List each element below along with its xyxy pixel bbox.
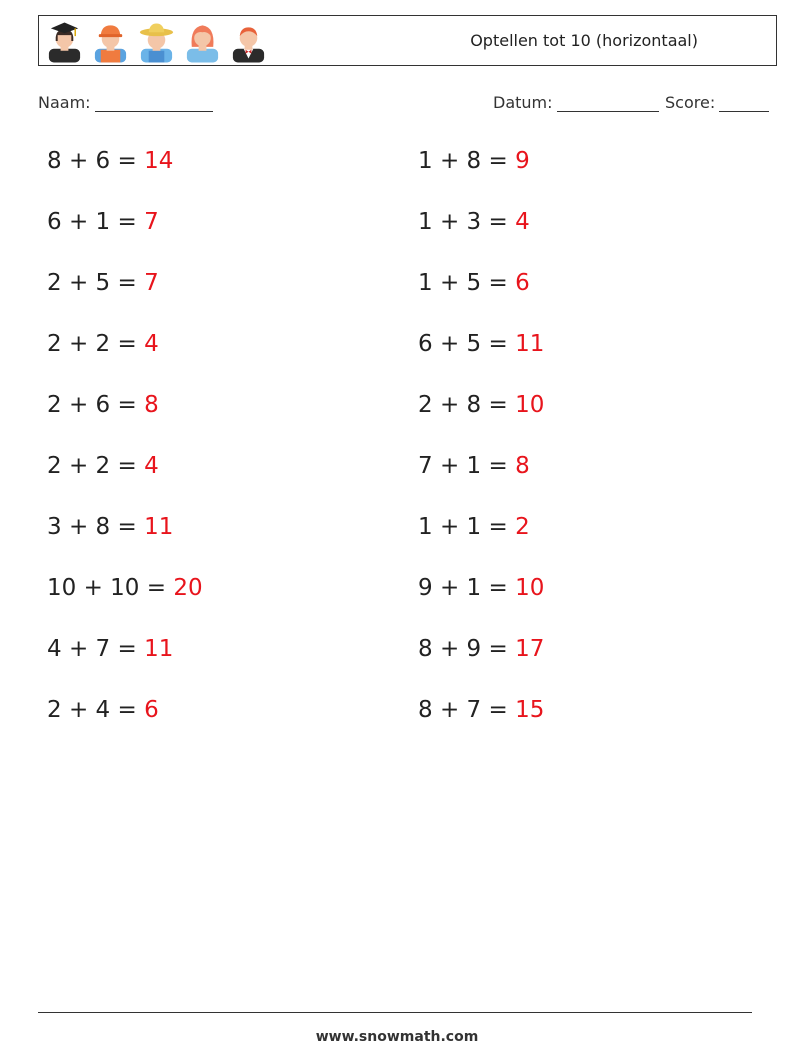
- date-blank-line: [557, 95, 659, 112]
- question: 7 + 1 =: [418, 453, 516, 479]
- question: 8 + 6 =: [47, 148, 145, 174]
- farmer-avatar-icon: [137, 19, 176, 63]
- problem-left-6: [47, 453, 159, 479]
- question: 4 + 7 =: [47, 636, 145, 662]
- problem-left-7: [47, 514, 173, 540]
- question: 3 + 8 =: [47, 514, 145, 540]
- problem-left-5: [47, 392, 159, 418]
- problem-right-5: [418, 392, 544, 418]
- worksheet-title: Optellen tot 10 (horizontaal): [470, 31, 698, 50]
- problem-left-2: [47, 209, 159, 235]
- name-label: Naam:: [38, 93, 91, 112]
- question: 2 + 4 =: [47, 697, 145, 723]
- problem-left-10: [47, 697, 159, 723]
- answer: 8: [515, 453, 530, 479]
- answer: 11: [515, 331, 545, 357]
- score-label: Score:: [665, 93, 716, 112]
- problem-left-3: [47, 270, 159, 296]
- problem-right-6: [418, 453, 530, 479]
- question: 1 + 5 =: [418, 270, 516, 296]
- question: 8 + 7 =: [418, 697, 516, 723]
- worker-avatar-icon: [91, 19, 130, 63]
- header-box: [38, 15, 777, 66]
- question: 6 + 5 =: [418, 331, 516, 357]
- question: 9 + 1 =: [418, 575, 516, 601]
- name-field: [38, 93, 213, 112]
- question: 2 + 5 =: [47, 270, 145, 296]
- avatar-row: [45, 19, 268, 63]
- problem-right-1: [418, 148, 530, 174]
- problem-left-1: [47, 148, 173, 174]
- answer: 4: [144, 453, 159, 479]
- question: 2 + 8 =: [418, 392, 516, 418]
- score-field: [665, 93, 769, 112]
- problem-left-4: [47, 331, 159, 357]
- problem-right-7: [418, 514, 530, 540]
- score-blank-line: [719, 95, 769, 112]
- answer: 17: [515, 636, 545, 662]
- answer: 6: [144, 697, 159, 723]
- answer: 4: [144, 331, 159, 357]
- problem-right-3: [418, 270, 530, 296]
- graduate-avatar-icon: [45, 19, 84, 63]
- answer: 8: [144, 392, 159, 418]
- problem-right-10: [418, 697, 544, 723]
- answer: 6: [515, 270, 530, 296]
- woman-avatar-icon: [183, 19, 222, 63]
- question: 1 + 8 =: [418, 148, 516, 174]
- answer: 10: [515, 575, 545, 601]
- date-label: Datum:: [493, 93, 553, 112]
- question: 8 + 9 =: [418, 636, 516, 662]
- answer: 15: [515, 697, 545, 723]
- answer: 11: [144, 636, 174, 662]
- question: 1 + 3 =: [418, 209, 516, 235]
- problem-right-2: [418, 209, 530, 235]
- question: 2 + 6 =: [47, 392, 145, 418]
- question: 1 + 1 =: [418, 514, 516, 540]
- answer: 10: [515, 392, 545, 418]
- problem-left-8: [47, 575, 203, 601]
- waiter-avatar-icon: [229, 19, 268, 63]
- problem-left-9: [47, 636, 173, 662]
- question: 6 + 1 =: [47, 209, 145, 235]
- answer: 4: [515, 209, 530, 235]
- answer: 9: [515, 148, 530, 174]
- answer: 14: [144, 148, 174, 174]
- answer: 7: [144, 270, 159, 296]
- footer-divider: [38, 1012, 752, 1013]
- answer: 11: [144, 514, 174, 540]
- problem-right-4: [418, 331, 544, 357]
- question: 10 + 10 =: [47, 575, 174, 601]
- footer-url: www.snowmath.com: [315, 1029, 479, 1045]
- answer: 2: [515, 514, 530, 540]
- question: 2 + 2 =: [47, 453, 145, 479]
- name-blank-line: [95, 95, 213, 112]
- answer: 20: [173, 575, 203, 601]
- date-field: [493, 93, 659, 112]
- question: 2 + 2 =: [47, 331, 145, 357]
- problem-right-9: [418, 636, 544, 662]
- problem-right-8: [418, 575, 544, 601]
- answer: 7: [144, 209, 159, 235]
